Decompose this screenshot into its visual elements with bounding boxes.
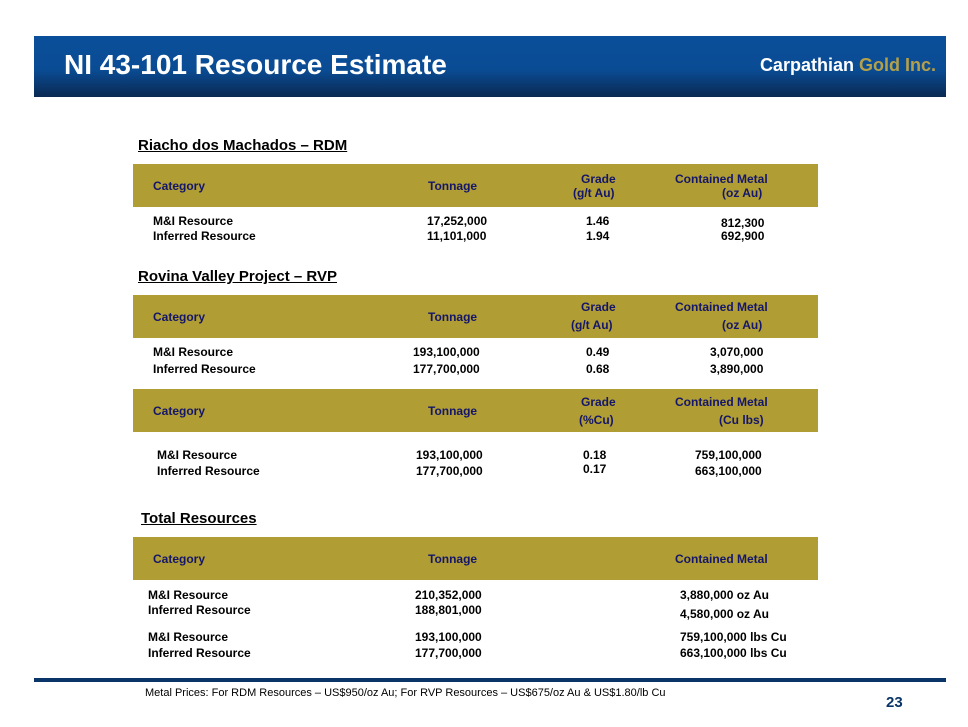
col-grade-unit: (g/t Au): [571, 318, 613, 332]
cell-tonnage: 210,352,000: [415, 588, 482, 602]
cell-tonnage: 193,100,000: [413, 345, 480, 359]
title-banner: [34, 36, 946, 97]
metal-prices-footnote: Metal Prices: For RDM Resources – US$950/oz Au; For RVP Resources – US$675/oz Au & US$1.80/lb Cu: [145, 687, 666, 699]
cell-metal: 663,100,000: [695, 464, 762, 478]
cell-tonnage: 177,700,000: [416, 464, 483, 478]
col-metal-unit: (oz Au): [722, 186, 763, 200]
col-tonnage: Tonnage: [428, 310, 478, 324]
cell-tonnage: 177,700,000: [415, 646, 482, 660]
rdm-section-title: Riacho dos Machados – RDM: [138, 137, 348, 154]
col-tonnage: Tonnage: [428, 404, 478, 418]
col-tonnage: Tonnage: [428, 552, 478, 566]
col-metal: Contained Metal: [675, 552, 768, 566]
cell-grade: 1.46: [586, 214, 610, 228]
cell-tonnage: 193,100,000: [415, 630, 482, 644]
cell-category: M&I Resource: [148, 630, 229, 644]
cell-category: Inferred Resource: [153, 229, 256, 243]
col-metal: Contained Metal: [675, 395, 768, 409]
cell-category: M&I Resource: [153, 214, 234, 228]
cell-metal: 4,580,000 oz Au: [680, 607, 769, 621]
table-row: [133, 345, 818, 361]
total-table-header: [133, 537, 818, 580]
table-row: [133, 588, 818, 604]
col-metal-unit: (Cu lbs): [719, 413, 764, 427]
cell-tonnage: 177,700,000: [413, 362, 480, 376]
rvp-gold-table-header: [133, 295, 818, 338]
cell-category: Inferred Resource: [148, 603, 251, 617]
page-title: NI 43-101 Resource Estimate: [64, 49, 447, 80]
cell-tonnage: 188,801,000: [415, 603, 482, 617]
cell-metal: 759,100,000 lbs Cu: [680, 630, 787, 644]
brand-name: Carpathian: [759, 55, 854, 75]
cell-tonnage: 11,101,000: [427, 229, 487, 243]
cell-grade: 0.17: [583, 462, 607, 476]
cell-category: M&I Resource: [153, 345, 234, 359]
cell-metal: 692,900: [721, 229, 765, 243]
cell-metal: 3,890,000: [710, 362, 764, 376]
col-tonnage: Tonnage: [428, 179, 478, 193]
cell-grade: 0.49: [586, 345, 610, 359]
col-metal: Contained Metal: [675, 300, 768, 314]
table-row: [133, 630, 818, 646]
col-grade: Grade: [581, 172, 616, 186]
table-row: [133, 464, 818, 480]
col-grade: Grade: [581, 300, 616, 314]
cell-category: Inferred Resource: [153, 362, 256, 376]
page-number: 23: [886, 694, 903, 711]
col-metal: Contained Metal: [675, 172, 768, 186]
cell-tonnage: 193,100,000: [416, 448, 483, 462]
footer-divider: [34, 678, 946, 682]
rdm-table-header: [133, 164, 818, 207]
table-row: [133, 214, 818, 230]
cell-metal: 812,300: [721, 216, 765, 230]
cell-grade: 1.94: [586, 229, 610, 243]
col-metal-unit: (oz Au): [722, 318, 763, 332]
col-grade-unit: (g/t Au): [573, 186, 615, 200]
cell-metal: 663,100,000 lbs Cu: [680, 646, 787, 660]
col-category: Category: [153, 552, 206, 566]
cell-tonnage: 17,252,000: [427, 214, 488, 228]
table-row: [133, 646, 818, 662]
table-row: [133, 603, 818, 619]
col-category: Category: [153, 179, 206, 193]
table-row: [133, 448, 818, 464]
company-logo: [760, 55, 936, 76]
col-grade: Grade: [581, 395, 616, 409]
cell-metal: 3,070,000: [710, 345, 764, 359]
table-row: [133, 229, 818, 245]
cell-grade: 0.68: [586, 362, 610, 376]
cell-category: Inferred Resource: [157, 464, 260, 478]
rvp-section-title: Rovina Valley Project – RVP: [138, 268, 337, 285]
rvp-copper-table-header: [133, 389, 818, 432]
cell-metal: 3,880,000 oz Au: [680, 588, 769, 602]
cell-grade: 0.18: [583, 448, 607, 462]
cell-category: Inferred Resource: [148, 646, 251, 660]
cell-metal: 759,100,000: [695, 448, 762, 462]
cell-category: M&I Resource: [148, 588, 229, 602]
col-category: Category: [153, 404, 206, 418]
col-category: Category: [153, 310, 206, 324]
cell-category: M&I Resource: [157, 448, 238, 462]
brand-name-gold: Gold Inc.: [858, 55, 936, 75]
table-row: [133, 362, 818, 378]
col-grade-unit: (%Cu): [579, 413, 614, 427]
total-section-title: Total Resources: [141, 510, 257, 527]
